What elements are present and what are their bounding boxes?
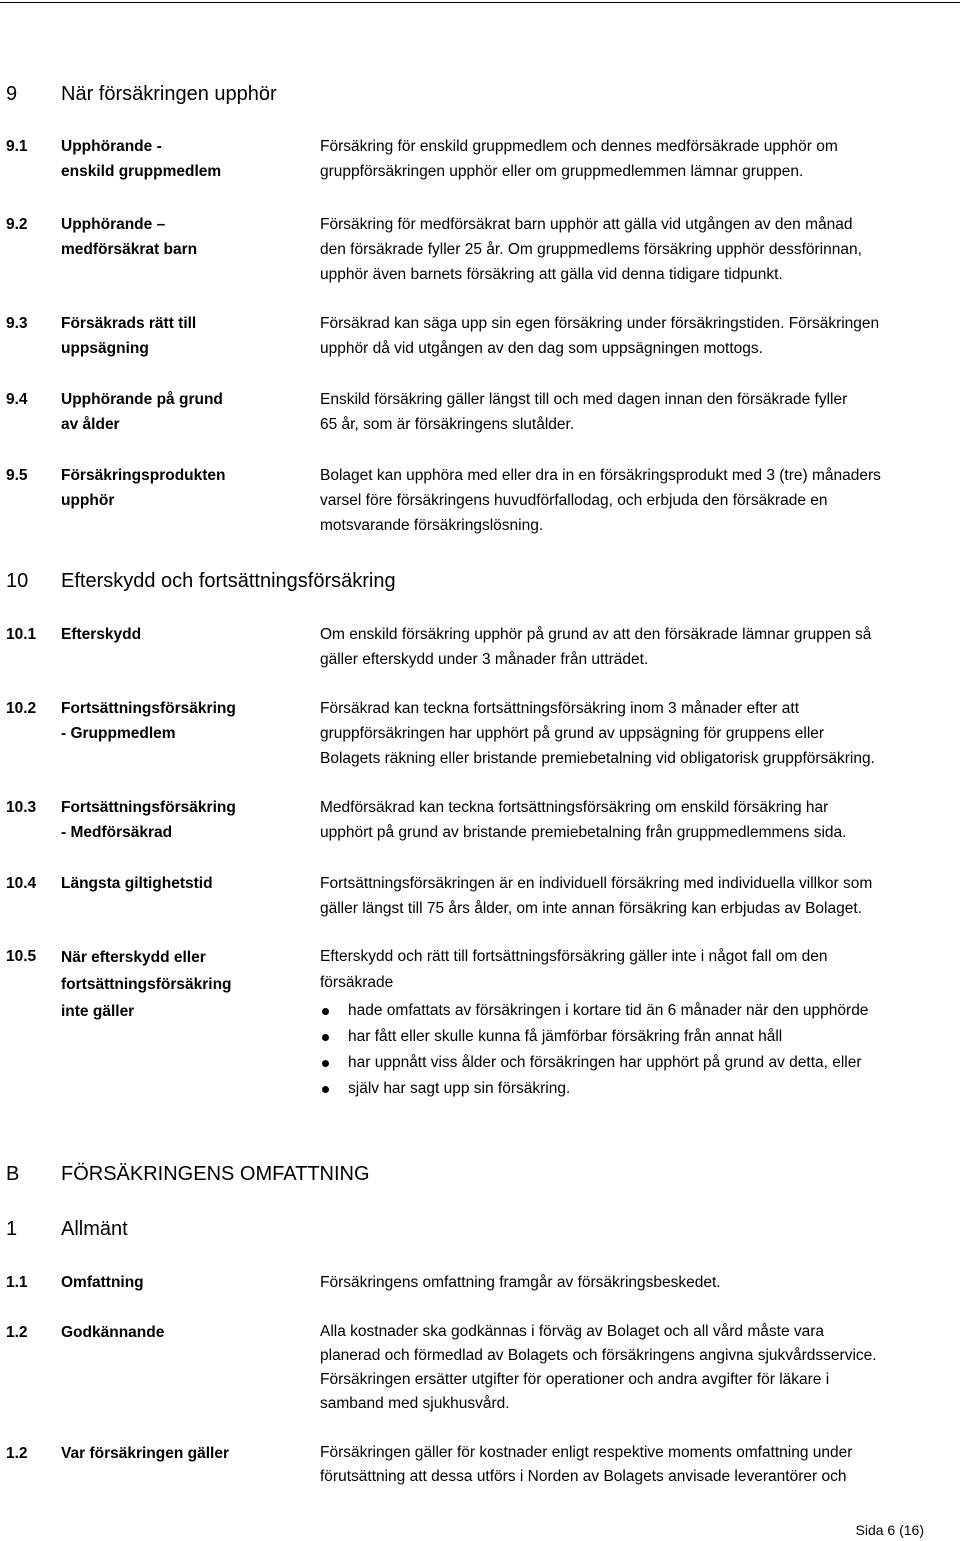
section-number: 10 (6, 570, 29, 592)
clause-label-line: Försäkrads rätt till (61, 315, 197, 332)
list-item (320, 1050, 956, 1076)
clause-label (61, 622, 316, 647)
clause-body-line: upphör även barnets försäkring att gälla vid denna tidigare tidpunkt. (320, 266, 783, 283)
clause-label (61, 311, 316, 361)
clause-body-line: Försäkringens omfattning framgår av försäkringsbeskedet. (320, 1274, 721, 1291)
clause-body-line: varsel före försäkringens huvudförfallodag, och erbjuda den försäkrade en (320, 492, 828, 509)
list-item-text: hade omfattats av försäkringen i kortare tid än 6 månader när den upphörde (348, 1002, 869, 1019)
list-item (320, 1076, 956, 1102)
clause-label (61, 696, 316, 746)
clause-label-line: Upphörande - (61, 138, 162, 155)
clause-body-line: gruppförsäkringen upphör eller om gruppmedlemmen lämnar gruppen. (320, 163, 804, 180)
clause-body (320, 795, 956, 845)
list-item-text: har fått eller skulle kunna få jämförbar försäkring från annat håll (348, 1028, 783, 1045)
bullet-icon (322, 1034, 329, 1041)
clause-body-line: planerad och förmedlad av Bolagets och försäkringens angivna sjukvårdsservice. (320, 1347, 877, 1364)
clause-body-line: den försäkrade fyller 25 år. Om gruppmedlems försäkring upphör dessförinnan, (320, 241, 862, 258)
clause-body (320, 387, 956, 437)
clause-body (320, 1441, 956, 1489)
clause-body-line: Försäkrad kan teckna fortsättningsförsäkring inom 3 månader efter att (320, 700, 800, 717)
clause-label-line: fortsättningsförsäkring (61, 976, 232, 993)
clause-label-line: Försäkringsprodukten (61, 467, 226, 484)
clause-label-line: Omfattning (61, 1274, 144, 1291)
bullet-icon (322, 1008, 329, 1015)
section-number: 9 (6, 83, 18, 105)
clause-body (320, 134, 956, 184)
clause-body-line: Försäkring för medförsäkrat barn upphör att gälla vid utgången av den månad (320, 216, 853, 233)
clause-number: 10.5 (6, 948, 37, 965)
bullet-icon (322, 1086, 329, 1093)
clause-body-line: Försäkring för enskild gruppmedlem och dennes medförsäkrade upphör om (320, 138, 838, 155)
clause-body (320, 1270, 956, 1295)
clause-body-line: Medförsäkrad kan teckna fortsättningsförsäkring om enskild försäkring har (320, 799, 829, 816)
clause-body (320, 696, 956, 771)
top-rule (0, 2, 960, 4)
clause-body (320, 463, 956, 538)
section-number: B (6, 1163, 20, 1185)
clause-label (61, 387, 316, 437)
clause-label (61, 212, 316, 262)
page-number: Sida 6 (16) (855, 1522, 924, 1538)
clause-label-line: enskild gruppmedlem (61, 163, 222, 180)
clause-label (61, 1320, 316, 1345)
list-item-text: har uppnått viss ålder och försäkringen har upphört på grund av detta, eller (348, 1054, 862, 1071)
clause-label-line: inte gäller (61, 1003, 135, 1020)
clause-label-line: av ålder (61, 416, 120, 433)
clause-label-line: Längsta giltighetstid (61, 875, 213, 892)
clause-label (61, 1441, 316, 1466)
list-item (320, 1024, 956, 1050)
clause-label-line: - Medförsäkrad (61, 824, 173, 841)
bullet-icon (322, 1060, 329, 1067)
clause-number: 10.3 (6, 799, 37, 816)
clause-label (61, 871, 316, 896)
clause-label (61, 1270, 316, 1295)
clause-body-line: Enskild försäkring gäller längst till och med dagen innan den försäkrade fyller (320, 391, 848, 408)
clause-body (320, 1320, 956, 1416)
clause-body-line: gäller längst till 75 års ålder, om inte annan försäkring kan erbjudas av Bolaget. (320, 900, 862, 917)
clause-body-line: gruppförsäkringen har upphört på grund av uppsägning för gruppens eller (320, 725, 825, 742)
clause-number: 1.2 (6, 1445, 28, 1462)
clause-number: 10.1 (6, 626, 37, 643)
clause-label (61, 463, 316, 513)
clause-body-line: Bolaget kan upphöra med eller dra in en försäkringsprodukt med 3 (tre) månaders (320, 467, 881, 484)
clause-body-line: gäller efterskydd under 3 månader från utträdet. (320, 651, 649, 668)
clause-body (320, 944, 956, 996)
clause-body-line: förutsättning att dessa utförs i Norden av Bolagets anvisade leverantörer och (320, 1468, 847, 1485)
clause-body-line: Alla kostnader ska godkännas i förväg av Bolaget och all vård måste vara (320, 1323, 825, 1340)
clause-label-line: Efterskydd (61, 626, 142, 643)
section-title: Allmänt (61, 1218, 128, 1240)
clause-body (320, 212, 956, 287)
section-title: FÖRSÄKRINGENS OMFATTNING (61, 1163, 370, 1185)
clause-body (320, 622, 956, 672)
clause-number: 9.5 (6, 467, 28, 484)
clause-label-line: Godkännande (61, 1324, 165, 1341)
list-item (320, 998, 956, 1024)
clause-body-line: Försäkringen gäller för kostnader enligt respektive moments omfattning under (320, 1444, 853, 1461)
clause-body-line: försäkrade (320, 974, 394, 991)
clause-label-line: När efterskydd eller (61, 949, 206, 966)
clause-number: 9.4 (6, 391, 28, 408)
clause-number: 9.1 (6, 138, 28, 155)
clause-body-line: Fortsättningsförsäkringen är en individuell försäkring med individuella villkor som (320, 875, 873, 892)
clause-body-line: 65 år, som är försäkringens slutålder. (320, 416, 575, 433)
list-item-text: själv har sagt upp sin försäkring. (348, 1080, 571, 1097)
clause-body-line: upphör då vid utgången av den dag som uppsägningen mottogs. (320, 340, 763, 357)
section-title: Efterskydd och fortsättningsförsäkring (61, 570, 396, 592)
clause-label-line: upphör (61, 492, 115, 509)
clause-body-line: Bolagets räkning eller bristande premiebetalning vid obligatorisk gruppförsäkring. (320, 750, 875, 767)
clause-label-line: - Gruppmedlem (61, 725, 176, 742)
clause-label-line: Upphörande på grund (61, 391, 223, 408)
clause-number: 10.4 (6, 875, 37, 892)
clause-label-line: Fortsättningsförsäkring (61, 700, 236, 717)
clause-body-line: Försäkringen ersätter utgifter för operationer och andra avgifter för läkare i (320, 1371, 830, 1388)
clause-body-line: motsvarande försäkringslösning. (320, 517, 544, 534)
clause-body-line: Försäkrad kan säga upp sin egen försäkring under försäkringstiden. Försäkringen (320, 315, 880, 332)
clause-label (61, 134, 316, 184)
clause-label-line: Upphörande – (61, 216, 166, 233)
clause-label (61, 795, 316, 845)
clause-label (61, 944, 316, 1025)
exclusion-list (320, 998, 956, 1102)
clause-number: 9.2 (6, 216, 28, 233)
clause-body-line: Efterskydd och rätt till fortsättningsförsäkring gäller inte i något fall om den (320, 948, 828, 965)
clause-body-line: upphört på grund av bristande premiebetalning från gruppmedlemmens sida. (320, 824, 847, 841)
clause-number: 1.1 (6, 1274, 28, 1291)
clause-label-line: uppsägning (61, 340, 149, 357)
clause-body-line: samband med sjukhusvård. (320, 1395, 510, 1412)
clause-number: 10.2 (6, 700, 37, 717)
clause-number: 9.3 (6, 315, 28, 332)
section-number: 1 (6, 1218, 18, 1240)
clause-number: 1.2 (6, 1324, 28, 1341)
clause-body (320, 311, 956, 361)
clause-label-line: medförsäkrat barn (61, 241, 198, 258)
section-title: När försäkringen upphör (61, 83, 277, 105)
clause-label-line: Var försäkringen gäller (61, 1445, 229, 1462)
clause-label-line: Fortsättningsförsäkring (61, 799, 236, 816)
clause-body-line: Om enskild försäkring upphör på grund av att den försäkrade lämnar gruppen så (320, 626, 872, 643)
clause-body (320, 871, 956, 921)
